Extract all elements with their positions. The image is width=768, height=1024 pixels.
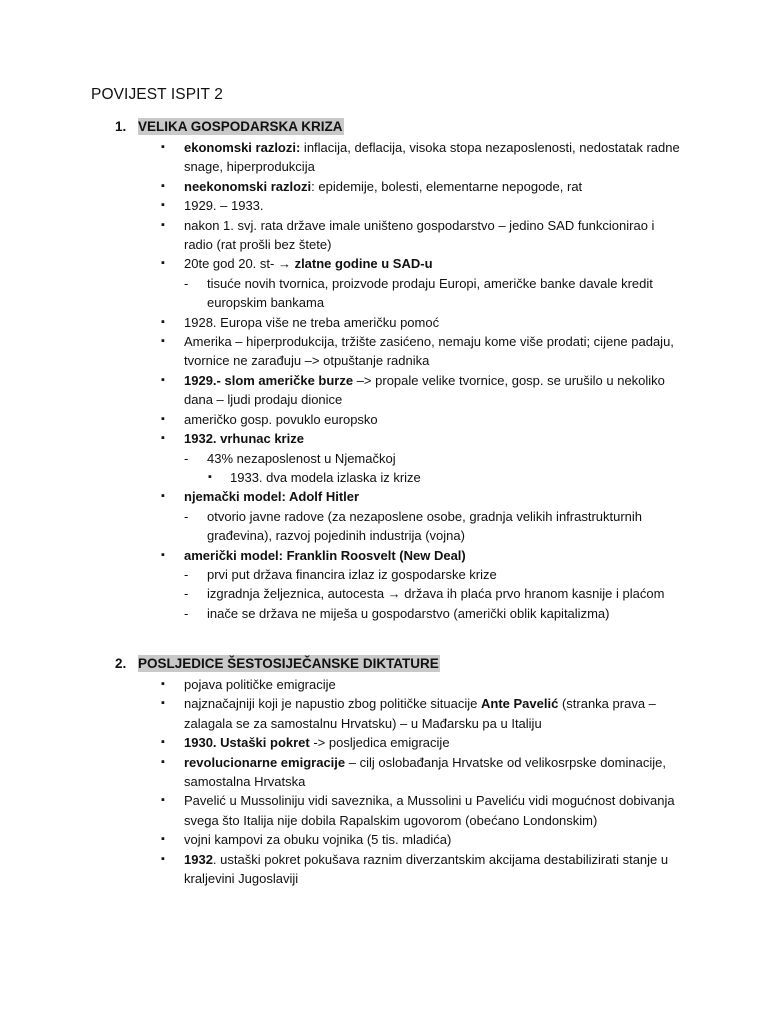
square-bullet-icon: ▪: [161, 852, 165, 865]
section-number: 1.: [115, 119, 127, 134]
list-item: [0, 449, 768, 468]
section-heading-text: POSLJEDICE ŠESTOSIJEČANSKE DIKTATURE: [138, 656, 439, 671]
text-run: 1933. dva modela izlaska iz krize: [230, 469, 421, 485]
text-run: – cilj oslobađanja Hrvatske od velikosrpske dominacije, samostalna Hrvatska: [184, 754, 666, 790]
dash-bullet-icon: -: [184, 508, 189, 524]
section-velika-gospodarska-kriza: [0, 118, 768, 623]
list-item-text: [184, 850, 768, 889]
bold-text: ekonomski razlozi:: [184, 140, 301, 155]
list-item-text: [207, 584, 768, 603]
list-item: [0, 487, 768, 506]
square-bullet-icon: ▪: [161, 199, 165, 212]
list-item: [0, 675, 768, 694]
list-item: [0, 332, 768, 371]
dash-bullet-icon: -: [184, 275, 189, 291]
list-item: [0, 830, 768, 849]
square-bullet-icon: ▪: [161, 833, 165, 846]
list-item: [0, 138, 768, 177]
list-item-text: [184, 254, 768, 273]
bold-text: američki model: Franklin Roosvelt (New Deal): [184, 547, 466, 563]
dash-bullet-icon: -: [184, 605, 189, 621]
list-item-text: [184, 410, 768, 429]
bullet-list: [0, 138, 768, 623]
list-item-text: [184, 830, 768, 849]
text-run: . ustaški pokret pokušava raznim diverzantskim akcijama destabilizirati stanje u kraljevini Jugoslaviji: [184, 851, 669, 887]
text-run: 20te god 20. st-: [184, 256, 278, 272]
list-item: [0, 753, 768, 792]
square-bullet-icon: ▪: [161, 257, 165, 270]
list-item-text: [184, 694, 768, 733]
text-run: izgradnja željeznica, autocesta: [207, 586, 388, 602]
list-item: [0, 429, 768, 448]
bold-text: 1930. Ustaški pokret: [184, 735, 310, 751]
square-bullet-icon: ▪: [161, 315, 165, 328]
page-title: POVIJEST ISPIT 2: [91, 86, 223, 103]
list-item: [0, 216, 768, 255]
list-item-text: [184, 332, 768, 371]
list-item: [0, 604, 768, 623]
list-item-text: [184, 753, 768, 792]
list-item-text: [184, 138, 768, 177]
list-item-text: [207, 449, 768, 468]
bold-text: zlatne godine u SAD-u: [290, 256, 433, 272]
list-item-text: [230, 468, 768, 487]
list-item-text: [184, 546, 768, 565]
list-item: [0, 850, 768, 889]
bold-text: neekonomski razlozi: [184, 178, 312, 194]
bold-text: Ante Pavelić: [481, 696, 559, 712]
square-bullet-icon: ▪: [161, 736, 165, 749]
list-item-text: [207, 565, 768, 584]
text-run: (stranka prava – zalagala se za samostalnu Hrvatsku) – u Mađarsku pa u Italiju: [184, 696, 656, 731]
list-item-text: [184, 733, 768, 752]
square-bullet-icon: ▪: [161, 218, 165, 231]
square-bullet-icon: ▪: [161, 335, 165, 348]
list-item-text: [184, 675, 768, 694]
square-bullet-icon: ▪: [161, 794, 165, 807]
bold-text: revolucionarne emigracije: [184, 754, 346, 770]
list-item: [0, 254, 768, 273]
square-bullet-icon: ▪: [161, 373, 165, 386]
square-bullet-icon: ▪: [161, 179, 165, 192]
square-bullet-icon: ▪: [161, 697, 165, 710]
list-item-text: [207, 274, 768, 313]
list-item-text: [184, 196, 768, 215]
square-bullet-icon: ▪: [161, 490, 165, 503]
text-run: -> posljedica emigracije: [309, 735, 450, 751]
square-bullet-icon: ▪: [208, 470, 212, 483]
text-run: inače se država ne miješa u gospodarstvo (američki oblik kapitalizma): [207, 605, 610, 621]
list-item: [0, 468, 768, 487]
list-item-text: [184, 487, 768, 506]
square-bullet-icon: ▪: [161, 432, 165, 445]
text-run: otvorio javne radove (za nezaposlene osobe, gradnja velikih infrastrukturnih građevina), razvoj pojedinih industrija (vojna): [207, 508, 643, 544]
text-run: pojava političke emigracije: [184, 677, 336, 692]
list-item: [0, 584, 768, 603]
square-bullet-icon: ▪: [161, 141, 165, 153]
text-run: 43% nezaposlenost u Njemačkoj: [207, 450, 396, 466]
square-bullet-icon: ▪: [161, 412, 165, 425]
bold-text: 1929.- slom američke burze: [184, 372, 354, 388]
list-item: [0, 177, 768, 196]
text-run: Pavelić u Mussoliniju vidi saveznika, a Mussolini u Paveliću vidi mogućnost dobivanja svega što Italija nije dobila Rapalskim ugovorom (obećano Londonskim): [184, 793, 675, 828]
list-item-text: [207, 604, 768, 623]
text-run: tisuće novih tvornica, proizvode prodaju Europi, američke banke davale kredit europskim bankama: [207, 275, 653, 311]
list-item: [0, 274, 768, 313]
list-item: [0, 410, 768, 429]
square-bullet-icon: ▪: [161, 678, 165, 690]
dash-bullet-icon: -: [184, 450, 189, 466]
dash-bullet-icon: -: [184, 566, 189, 582]
list-item-text: [184, 177, 768, 196]
section-heading: [0, 655, 768, 675]
list-item: [0, 565, 768, 584]
list-item: [0, 694, 768, 733]
list-item: [0, 196, 768, 215]
text-run: prvi put država financira izlaz iz gospodarske krize: [207, 566, 497, 582]
text-run: američko gosp. povuklo europsko: [184, 411, 378, 427]
text-run: inflacija, deflacija, visoka stopa nezaposlenosti, nedostatak radne snage, hiperprodukcija: [184, 140, 680, 175]
section-posljedice-diktature: [0, 655, 768, 888]
list-item-text: [184, 216, 768, 255]
list-item: [0, 791, 768, 830]
text-run: : epidemije, bolesti, elementarne nepogode, rat: [311, 178, 583, 194]
text-run: Amerika – hiperprodukcija, tržište zasićeno, nemaju kome više prodati; cijene padaju, tvornice ne zarađuju –> otpuštanje radnika: [184, 334, 674, 369]
dash-bullet-icon: -: [184, 586, 189, 602]
text-run: država ih plaća prvo hranom kasnije i plaćom: [400, 586, 665, 602]
bullet-list: [0, 675, 768, 888]
bold-text: 1932: [184, 851, 213, 867]
text-run: 1929. – 1933.: [184, 198, 264, 214]
list-item-text: [207, 507, 768, 546]
list-item: [0, 733, 768, 752]
text-run: 1928. Europa više ne treba američku pomoć: [184, 314, 440, 330]
text-run: nakon 1. svj. rata države imale uništeno gospodarstvo – jedino SAD funkcionirao i radio (rat prošli bez štete): [184, 217, 655, 253]
list-item-text: [184, 791, 768, 830]
section-heading-text: VELIKA GOSPODARSKA KRIZA: [138, 119, 343, 134]
section-heading: [0, 118, 768, 138]
list-item: [0, 313, 768, 332]
text-run: vojni kampovi za obuku vojnika (5 tis. mladića): [184, 832, 452, 848]
list-item: [0, 507, 768, 546]
square-bullet-icon: ▪: [161, 755, 165, 768]
square-bullet-icon: ▪: [161, 548, 165, 561]
text-run: najznačajniji koji je napustio zbog političke situacije: [184, 696, 482, 712]
list-item-text: [184, 429, 768, 448]
arrow-right-icon: →: [277, 256, 291, 272]
list-item-text: [184, 371, 768, 410]
list-item: [0, 371, 768, 410]
bold-text: 1932. vrhunac krize: [184, 431, 304, 447]
section-number: 2.: [115, 656, 127, 671]
list-item-text: [184, 313, 768, 332]
text-run: –> propale velike tvornice, gosp. se urušilo u nekoliko dana – ljudi prodaju dionice: [184, 372, 665, 408]
arrow-right-icon: →: [387, 586, 401, 602]
list-item: [0, 546, 768, 565]
bold-text: njemački model: Adolf Hitler: [184, 489, 360, 505]
